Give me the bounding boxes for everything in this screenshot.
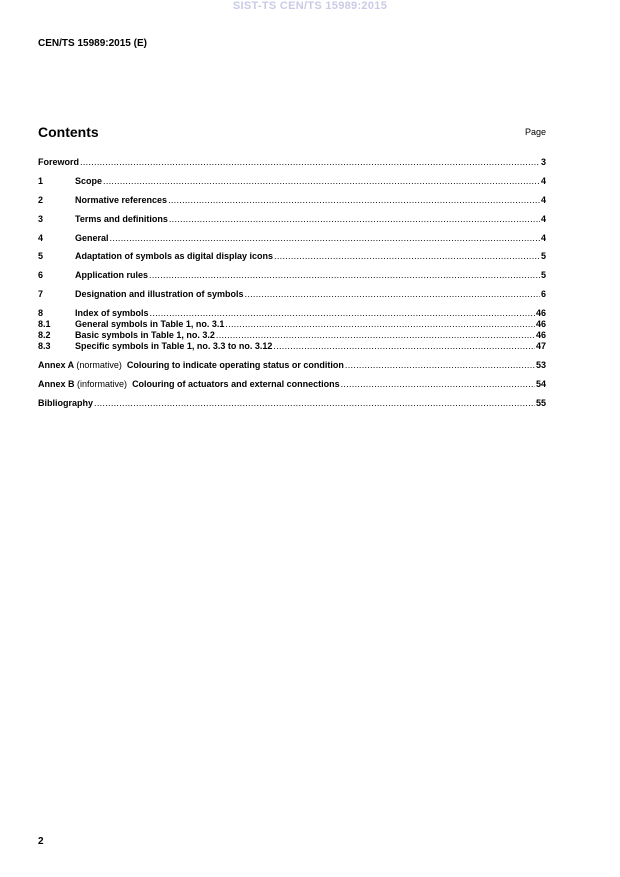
dot-leader bbox=[168, 195, 540, 206]
toc-entry-basic-symbols[interactable] bbox=[38, 330, 546, 341]
toc-entry-title: Bibliography bbox=[38, 398, 94, 408]
toc-entry-adaptation-of-symbols[interactable] bbox=[38, 251, 546, 262]
toc-entry-annex-a[interactable] bbox=[38, 360, 546, 371]
contents-heading: Contents bbox=[38, 124, 99, 140]
toc-entry-number: 8.3 bbox=[38, 341, 51, 351]
toc-entry-page: 5 bbox=[540, 251, 546, 261]
toc-entry-page: 4 bbox=[540, 195, 546, 205]
toc-entry-page: 46 bbox=[535, 319, 546, 329]
toc-entry-page: 4 bbox=[540, 233, 546, 243]
toc-entry-terms-and-definitions[interactable] bbox=[38, 214, 546, 225]
watermark: SIST-TS CEN/TS 15989:2015 bbox=[232, 0, 388, 12]
toc-entry-page: 55 bbox=[535, 398, 546, 408]
annex-annotation: (normative) bbox=[76, 360, 122, 370]
document-id: CEN/TS 15989:2015 (E) bbox=[38, 38, 147, 49]
toc-entry-page: 5 bbox=[540, 270, 546, 280]
toc-entry-number: 8.1 bbox=[38, 319, 51, 329]
toc-entry-title bbox=[38, 360, 344, 371]
toc-entry-page: 3 bbox=[540, 157, 546, 167]
dot-leader bbox=[273, 341, 535, 352]
dot-leader bbox=[80, 157, 540, 168]
toc-entry-title: Normative references bbox=[75, 195, 168, 205]
dot-leader bbox=[245, 289, 540, 300]
dot-leader bbox=[110, 233, 540, 244]
toc-entry-number: 1 bbox=[38, 176, 44, 186]
toc-entry-title: Foreword bbox=[38, 157, 80, 167]
toc-entry-number: 6 bbox=[38, 270, 44, 280]
toc-entry-page: 53 bbox=[535, 360, 546, 370]
toc-entry-title: General bbox=[75, 233, 109, 243]
toc-entry-bibliography[interactable] bbox=[38, 398, 546, 409]
toc-entry-designation-and-illustration[interactable] bbox=[38, 289, 546, 300]
toc-entry-page: 54 bbox=[535, 379, 546, 389]
toc-entry-general[interactable] bbox=[38, 233, 546, 244]
annex-annotation: (informative) bbox=[77, 379, 128, 389]
toc-entry-general-symbols[interactable] bbox=[38, 319, 546, 330]
dot-leader bbox=[216, 330, 535, 341]
dot-leader bbox=[169, 214, 540, 225]
toc-entry-title: Adaptation of symbols as digital display icons bbox=[75, 251, 274, 261]
toc-entry-title: Specific symbols in Table 1, no. 3.3 to no. 3.12 bbox=[75, 341, 273, 351]
toc-entry-page: 4 bbox=[540, 214, 546, 224]
toc-entry-index-of-symbols[interactable] bbox=[38, 308, 546, 319]
toc-entry-title: Scope bbox=[75, 176, 103, 186]
toc-entry-title: Designation and illustration of symbols bbox=[75, 289, 244, 299]
toc-entry-foreword[interactable] bbox=[38, 157, 546, 168]
toc-entry-page: 46 bbox=[535, 330, 546, 340]
toc-entry-title: Basic symbols in Table 1, no. 3.2 bbox=[75, 330, 215, 340]
toc-entry-specific-symbols[interactable] bbox=[38, 341, 546, 352]
toc-entry-page: 46 bbox=[535, 308, 546, 318]
toc-entry-number: 4 bbox=[38, 233, 44, 243]
toc-entry-title bbox=[38, 379, 340, 390]
annex-label: Annex A bbox=[38, 360, 74, 370]
dot-leader bbox=[345, 360, 535, 371]
toc-entry-page: 47 bbox=[535, 341, 546, 351]
dot-leader bbox=[341, 379, 535, 390]
annex-title: Colouring to indicate operating status or condition bbox=[126, 360, 344, 370]
toc-entry-scope[interactable] bbox=[38, 176, 546, 187]
toc-entry-number: 3 bbox=[38, 214, 44, 224]
toc-entry-annex-b[interactable] bbox=[38, 379, 546, 390]
toc-entry-normative-references[interactable] bbox=[38, 195, 546, 206]
toc-entry-number: 8 bbox=[38, 308, 44, 318]
toc-entry-application-rules[interactable] bbox=[38, 270, 546, 281]
toc-entry-number: 7 bbox=[38, 289, 44, 299]
dot-leader bbox=[225, 319, 535, 330]
toc-entry-page: 4 bbox=[540, 176, 546, 186]
toc-entry-title: Index of symbols bbox=[75, 308, 149, 318]
toc-entry-number: 2 bbox=[38, 195, 44, 205]
dot-leader bbox=[94, 398, 535, 409]
annex-label: Annex B bbox=[38, 379, 75, 389]
dot-leader bbox=[274, 251, 540, 262]
toc-entry-title: General symbols in Table 1, no. 3.1 bbox=[75, 319, 225, 329]
toc-entry-number: 8.2 bbox=[38, 330, 51, 340]
dot-leader bbox=[150, 308, 535, 319]
page-column-label: Page bbox=[524, 127, 546, 137]
annex-title: Colouring of actuators and external connections bbox=[132, 379, 340, 389]
toc-entry-title: Application rules bbox=[75, 270, 149, 280]
toc-entry-title: Terms and definitions bbox=[75, 214, 168, 224]
toc-entry-page: 6 bbox=[540, 289, 546, 299]
page-number: 2 bbox=[38, 836, 44, 847]
dot-leader bbox=[103, 176, 540, 187]
dot-leader bbox=[149, 270, 540, 281]
toc-entry-number: 5 bbox=[38, 251, 44, 261]
